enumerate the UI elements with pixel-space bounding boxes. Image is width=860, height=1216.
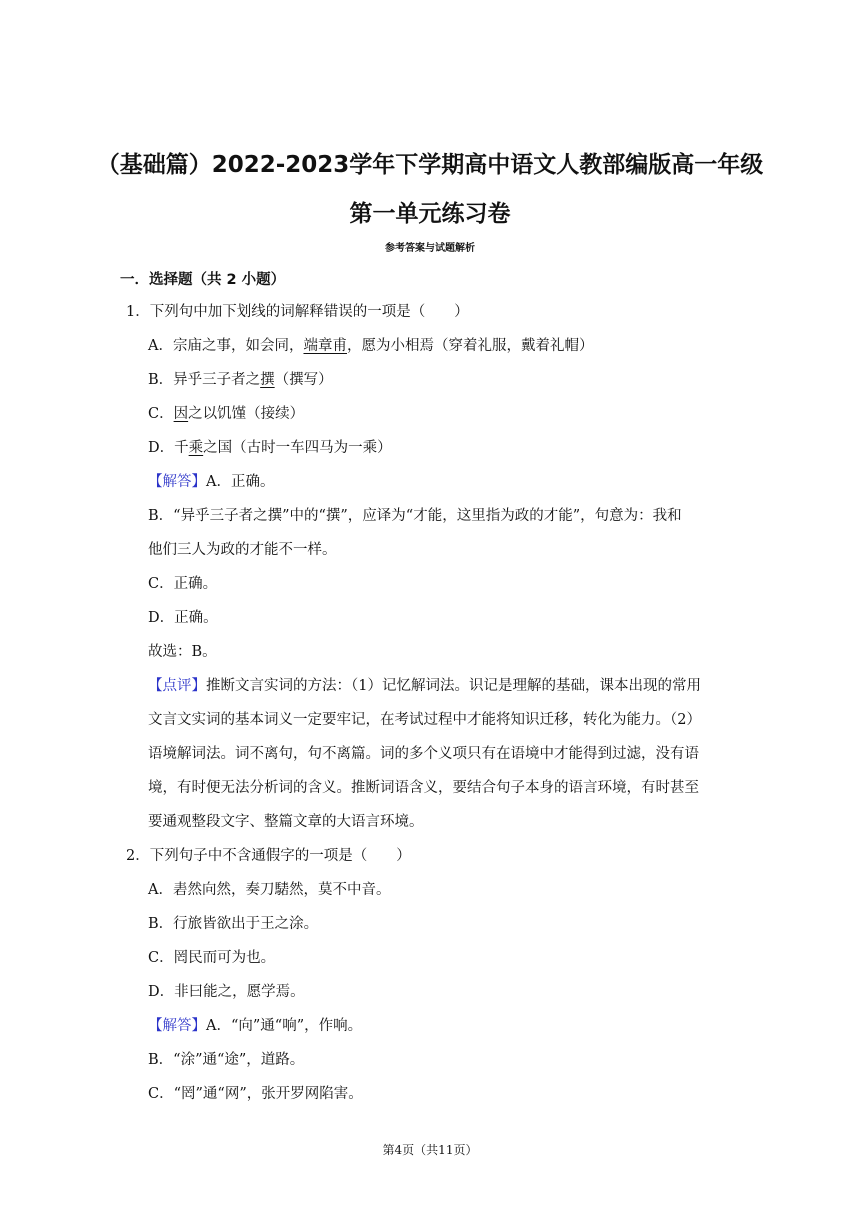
q1-review-line2: 文言文实词的基本词义一定要牢记，在考试过程中才能将知识迁移，转化为能力。（2） xyxy=(148,712,701,728)
review-text: 推断文言实词的方法：（1）记忆解词法。识记是理解的基础，课本出现的常用 xyxy=(206,678,701,694)
q1-option-a xyxy=(148,336,593,356)
q2-answer xyxy=(148,1016,362,1036)
q1-choice: 故选：B。 xyxy=(148,644,217,660)
document-subtitle: 参考答案与试题解析 xyxy=(385,243,475,254)
q1-review-line4: 境，有时便无法分析词的含义。推断词语含义，要结合句子本身的语言环境，有时甚至 xyxy=(148,780,699,796)
q2-option-a: A．砉然向然，奏刀騞然，莫不中音。 xyxy=(148,882,391,898)
q1-review-line1 xyxy=(148,676,701,696)
q2-option-d: D．非曰能之，愿学焉。 xyxy=(148,984,305,1000)
answer-tag: 【解答】 xyxy=(148,474,206,490)
q1-explanation-d: D．正确。 xyxy=(148,610,218,626)
document-title-line1: （基础篇）2022-2023学年下学期高中语文人教部编版高一年级 xyxy=(96,152,764,178)
answer-tag: 【解答】 xyxy=(148,1018,206,1034)
option-text: ，愿为小相焉（穿着礼服，戴着礼帽） xyxy=(346,338,594,354)
q1-option-b xyxy=(148,370,333,390)
option-text: B．异乎三子者之 xyxy=(148,372,261,388)
underlined-word: 乘 xyxy=(188,440,204,456)
answer-text: A．“向”通“响”，作响。 xyxy=(206,1018,363,1034)
q2-option-b: B．行旅皆欲出于王之涂。 xyxy=(148,916,319,932)
option-text: C． xyxy=(148,406,174,422)
q2-option-c: C．罔民而可为也。 xyxy=(148,950,276,966)
q1-answer xyxy=(148,472,274,492)
q2-stem: 2．下列句子中不含通假字的一项是（ ） xyxy=(126,848,411,864)
q1-explanation-line2: 他们三人为政的才能不一样。 xyxy=(148,542,337,558)
section-heading: 一．选择题（共 2 小题） xyxy=(120,272,286,288)
answer-text: A．正确。 xyxy=(206,474,275,490)
option-text: （撰写） xyxy=(274,372,333,388)
q1-explanation-line1: B．“异乎三子者之撰”中的“撰”，应译为“才能，这里指为政的才能”，句意为：我和 xyxy=(148,508,682,524)
review-tag: 【点评】 xyxy=(148,678,206,694)
q1-option-d xyxy=(148,438,392,458)
q1-explanation-c: C．正确。 xyxy=(148,576,218,592)
option-text: D．千 xyxy=(148,440,189,456)
q1-review-line5: 要通观整段文字、整篇文章的大语言环境。 xyxy=(148,814,424,830)
underlined-word: 因 xyxy=(173,406,189,422)
q1-option-c xyxy=(148,404,304,424)
underlined-word: 端章甫 xyxy=(303,338,347,354)
q1-stem: 1．下列句中加下划线的词解释错误的一项是（ ） xyxy=(126,304,469,320)
underlined-word: 撰 xyxy=(260,372,275,388)
q2-explanation-c: C．“罔”通“网”，张开罗网陷害。 xyxy=(148,1086,363,1102)
q1-review-line3: 语境解词法。词不离句，句不离篇。词的多个义项只有在语境中才能得到过滤，没有语 xyxy=(148,746,699,762)
document-title-line2: 第一单元练习卷 xyxy=(349,201,511,227)
option-text: A．宗庙之事，如会同， xyxy=(148,338,304,354)
page-footer: 第4页（共11页） xyxy=(382,1143,478,1157)
option-text: 之国（古时一车四马为一乘） xyxy=(203,440,392,456)
option-text: 之以饥馑（接续） xyxy=(188,406,305,422)
q2-explanation-b: B．“涂”通“途”，道路。 xyxy=(148,1052,305,1068)
